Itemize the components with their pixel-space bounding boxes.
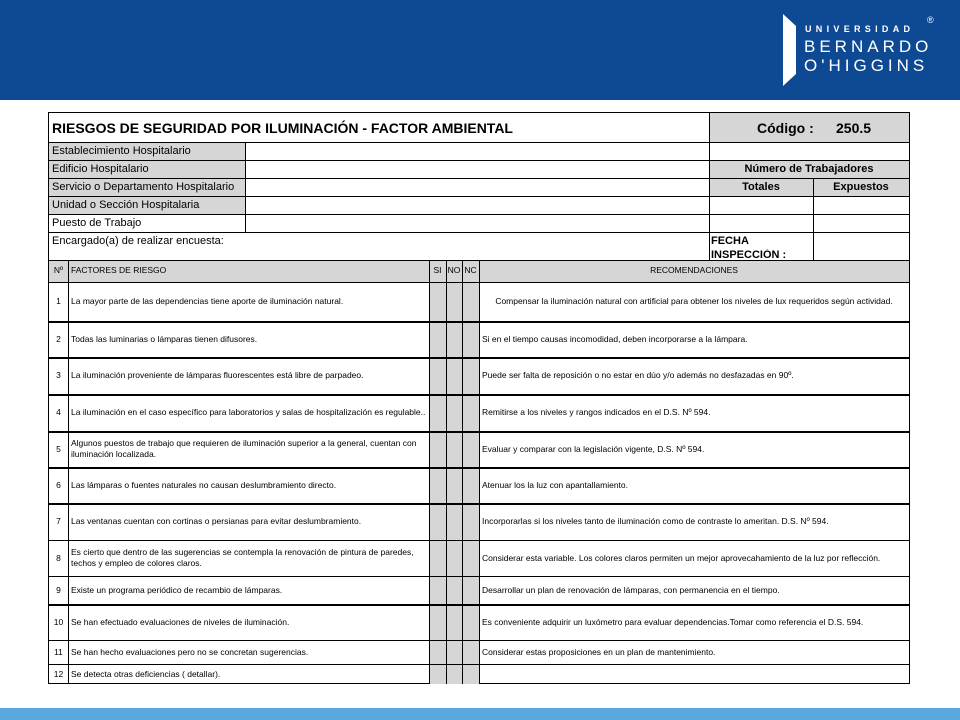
row-recommendation: Es conveniente adquirir un luxómetro para evaluar dependencias.Tomar como referencia el D.S. 594. [482, 616, 864, 627]
row-number: 8 [56, 552, 61, 563]
logo-line-bernardo: BERNARDO [804, 37, 933, 56]
workers-totales: Totales [742, 181, 780, 193]
row-factor: La iluminación proveniente de lámparas fluorescentes está libre de parpadeo. [71, 370, 364, 380]
row-recommendation [482, 664, 906, 684]
row-factor: Es cierto que dentro de las sugerencias se contempla la renovación de pintura de paredes, techos y empleo de colores claros. [71, 547, 414, 568]
row-factor: Las ventanas cuentan con cortinas o persianas para evitar deslumbramiento. [71, 516, 362, 526]
row-recommendation: Si en el tiempo causas incomodidad, deben incorporarse a la lámpara. [482, 333, 748, 344]
row-recommendation: Remitirse a los niveles y rangos indicados en el D.S. Nº 594. [482, 407, 711, 417]
row-number: 10 [53, 616, 64, 627]
row-recommendation: Considerar esta variable. Los colores claros permiten un mejor aprovecahamiento de la luz por reflección. [482, 552, 881, 563]
row-recommendation: Puede ser falta de reposición o no estar en dúo y/o además no desfazadas en 90º. [482, 370, 794, 380]
row-factor: Existe un programa periódico de recambio de lámparas. [71, 584, 283, 595]
col-no: NO [447, 265, 461, 275]
logo-line-universidad: UNIVERSIDAD [805, 24, 915, 34]
row-factor: Todas las luminarias o lámparas tienen difusores. [71, 333, 258, 344]
row-number: 12 [53, 668, 64, 679]
registered-mark: ® [927, 15, 934, 25]
row-recommendation: Compensar la iluminación natural con artificial para obtener los niveles de lux requeridos según actividad. [495, 296, 893, 306]
label-unidad: Unidad o Sección Hospitalaria [52, 199, 200, 211]
university-logo [783, 14, 933, 86]
row-factor: Algunos puestos de trabajo que requieren de iluminación superior a la general, cuentan con iluminación localizada. [71, 438, 417, 459]
answer-columns-bg [429, 282, 479, 684]
form-title: RIESGOS DE SEGURIDAD POR ILUMINACIÓN - FACTOR AMBIENTAL [52, 120, 513, 136]
col-recomendaciones: RECOMENDACIONES [650, 265, 738, 275]
workers-expuestos: Expuestos [833, 181, 889, 193]
inspection-form [48, 112, 910, 684]
row-factor: La iluminación en el caso específico para laboratorios y salas de hospitalización es regulable.. [71, 407, 426, 417]
row-factor: Se detecta otras deficiencias ( detallar). [71, 668, 221, 679]
logo-line-ohiggins: O'HIGGINS [804, 56, 929, 75]
row-number: 3 [56, 370, 61, 380]
row-recommendation: Atenuar los la luz con apantallamiento. [482, 479, 629, 490]
label-edificio: Edificio Hospitalario [52, 163, 149, 175]
label-servicio: Servicio o Departamento Hospitalario [52, 181, 235, 193]
footer-bar [0, 708, 960, 720]
row-recommendation: Incorporarlas si los niveles tanto de iluminación como de contraste lo ameritan. D.S. Nº 594. [482, 516, 829, 526]
fecha-label: FECHA [711, 235, 749, 247]
col-num: Nº [53, 265, 64, 275]
row-recommendation: Considerar estas proposiciones en un plan de mantenimiento. [482, 646, 716, 657]
workers-title: Número de Trabajadores [744, 163, 874, 175]
logo-mark-icon [783, 14, 796, 86]
row-number: 9 [56, 584, 61, 595]
label-puesto: Puesto de Trabajo [52, 217, 142, 229]
row-number: 1 [56, 296, 61, 306]
row-number: 4 [56, 407, 61, 417]
code-value: 250.5 [836, 120, 872, 136]
col-si: SI [433, 265, 442, 275]
row-recommendation: Desarrollar un plan de renovación de lámparas, con permanencia en el tiempo. [482, 584, 780, 595]
label-establecimiento: Establecimiento Hospitalario [52, 145, 191, 157]
row-recommendation: Evaluar y comparar con la legislación vigente, D.S. Nº 594. [482, 443, 705, 454]
header-banner [0, 0, 960, 100]
code-label: Código : [757, 120, 814, 136]
row-number: 7 [56, 516, 61, 526]
row-number: 5 [56, 443, 61, 454]
row-factor: Se han hecho evaluaciones pero no se concretan sugerencias. [71, 646, 309, 657]
row-factor: La mayor parte de las dependencias tiene aporte de iluminación natural. [71, 296, 344, 306]
fecha-inspeccion-label: INSPECCIÓN : [711, 249, 787, 260]
label-encargado: Encargado(a) de realizar encuesta: [52, 235, 224, 247]
col-nc: NC [464, 265, 477, 275]
row-factor: Se han efectuado evaluaciones de niveles de iluminación. [71, 616, 290, 627]
row-number: 6 [56, 479, 61, 490]
row-number: 2 [56, 333, 61, 344]
col-factores: FACTORES DE RIESGO [71, 265, 167, 275]
row-factor: Las lámparas o fuentes naturales no causan deslumbramiento directo. [71, 479, 337, 490]
row-number: 11 [54, 646, 63, 657]
